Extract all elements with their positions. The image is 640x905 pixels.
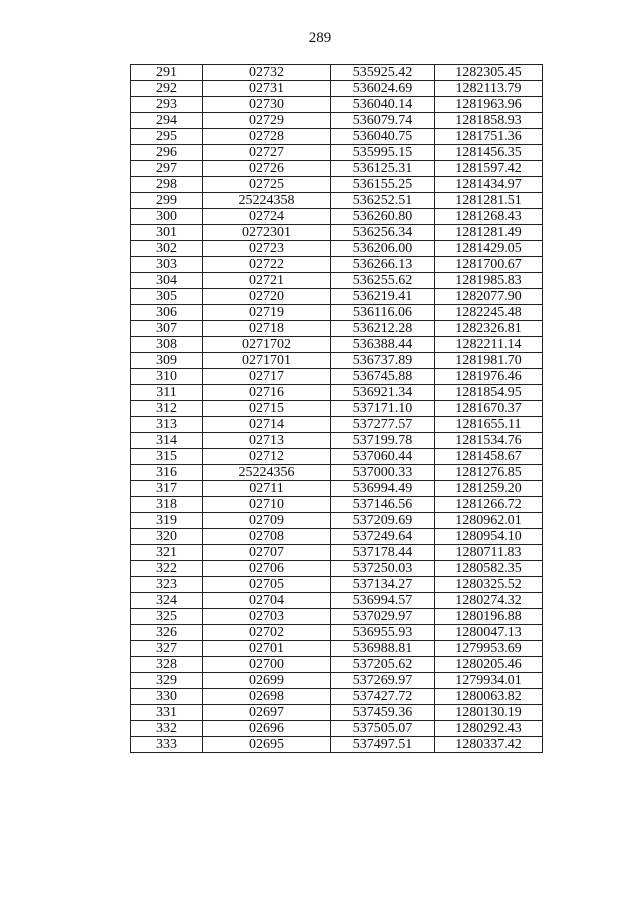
row-index-cell: 292: [131, 81, 203, 97]
point-id-cell: 02714: [203, 417, 331, 433]
point-id-cell: 02717: [203, 369, 331, 385]
row-index-cell: 291: [131, 65, 203, 81]
table-row: [131, 145, 543, 161]
point-id-cell: 0272301: [203, 225, 331, 241]
table-row: [131, 577, 543, 593]
y-coordinate-cell: 1281276.85: [435, 465, 543, 481]
x-coordinate-cell: 535995.15: [331, 145, 435, 161]
point-id-cell: 02707: [203, 545, 331, 561]
point-id-cell: 02697: [203, 705, 331, 721]
y-coordinate-cell: 1280325.52: [435, 577, 543, 593]
y-coordinate-cell: 1282305.45: [435, 65, 543, 81]
y-coordinate-cell: 1280047.13: [435, 625, 543, 641]
x-coordinate-cell: 537505.07: [331, 721, 435, 737]
point-id-cell: 02715: [203, 401, 331, 417]
point-id-cell: 02721: [203, 273, 331, 289]
x-coordinate-cell: 536155.25: [331, 177, 435, 193]
row-index-cell: 311: [131, 385, 203, 401]
y-coordinate-cell: 1281259.20: [435, 481, 543, 497]
y-coordinate-cell: 1280954.10: [435, 529, 543, 545]
table-row: [131, 545, 543, 561]
table-row: [131, 65, 543, 81]
point-id-cell: 02698: [203, 689, 331, 705]
x-coordinate-cell: 537497.51: [331, 737, 435, 753]
row-index-cell: 301: [131, 225, 203, 241]
x-coordinate-cell: 536024.69: [331, 81, 435, 97]
row-index-cell: 320: [131, 529, 203, 545]
table-row: [131, 113, 543, 129]
x-coordinate-cell: 535925.42: [331, 65, 435, 81]
table-row: [131, 657, 543, 673]
table-row: [131, 81, 543, 97]
x-coordinate-cell: 536266.13: [331, 257, 435, 273]
y-coordinate-cell: 1282211.14: [435, 337, 543, 353]
x-coordinate-cell: 536256.34: [331, 225, 435, 241]
row-index-cell: 313: [131, 417, 203, 433]
table-row: [131, 497, 543, 513]
point-id-cell: 02712: [203, 449, 331, 465]
x-coordinate-cell: 536079.74: [331, 113, 435, 129]
y-coordinate-cell: 1281976.46: [435, 369, 543, 385]
point-id-cell: 02726: [203, 161, 331, 177]
row-index-cell: 332: [131, 721, 203, 737]
page-number: 289: [308, 30, 332, 46]
row-index-cell: 304: [131, 273, 203, 289]
y-coordinate-cell: 1281854.95: [435, 385, 543, 401]
x-coordinate-cell: 537277.57: [331, 417, 435, 433]
table-row: [131, 337, 543, 353]
table-row: [131, 417, 543, 433]
y-coordinate-cell: 1281700.67: [435, 257, 543, 273]
y-coordinate-cell: 1280130.19: [435, 705, 543, 721]
y-coordinate-cell: 1281670.37: [435, 401, 543, 417]
row-index-cell: 312: [131, 401, 203, 417]
x-coordinate-cell: 536040.75: [331, 129, 435, 145]
table-row: [131, 193, 543, 209]
table-row: [131, 673, 543, 689]
point-id-cell: 02709: [203, 513, 331, 529]
table-row: [131, 449, 543, 465]
table-row: [131, 689, 543, 705]
point-id-cell: 02710: [203, 497, 331, 513]
row-index-cell: 316: [131, 465, 203, 481]
x-coordinate-cell: 536255.62: [331, 273, 435, 289]
x-coordinate-cell: 537427.72: [331, 689, 435, 705]
y-coordinate-cell: 1280274.32: [435, 593, 543, 609]
y-coordinate-cell: 1281266.72: [435, 497, 543, 513]
table-row: [131, 353, 543, 369]
x-coordinate-cell: 537171.10: [331, 401, 435, 417]
x-coordinate-cell: 536040.14: [331, 97, 435, 113]
y-coordinate-cell: 1281963.96: [435, 97, 543, 113]
y-coordinate-cell: 1280292.43: [435, 721, 543, 737]
row-index-cell: 293: [131, 97, 203, 113]
point-id-cell: 02705: [203, 577, 331, 593]
y-coordinate-cell: 1281281.49: [435, 225, 543, 241]
row-index-cell: 328: [131, 657, 203, 673]
y-coordinate-cell: 1281429.05: [435, 241, 543, 257]
x-coordinate-cell: 536994.49: [331, 481, 435, 497]
point-id-cell: 02718: [203, 321, 331, 337]
row-index-cell: 322: [131, 561, 203, 577]
x-coordinate-cell: 536955.93: [331, 625, 435, 641]
row-index-cell: 333: [131, 737, 203, 753]
point-id-cell: 02706: [203, 561, 331, 577]
x-coordinate-cell: 537250.03: [331, 561, 435, 577]
table-row: [131, 529, 543, 545]
point-id-cell: 02729: [203, 113, 331, 129]
x-coordinate-cell: 536921.34: [331, 385, 435, 401]
y-coordinate-cell: 1281434.97: [435, 177, 543, 193]
point-id-cell: 25224358: [203, 193, 331, 209]
row-index-cell: 330: [131, 689, 203, 705]
y-coordinate-cell: 1281985.83: [435, 273, 543, 289]
table-row: [131, 321, 543, 337]
x-coordinate-cell: 537029.97: [331, 609, 435, 625]
point-id-cell: 02731: [203, 81, 331, 97]
row-index-cell: 327: [131, 641, 203, 657]
row-index-cell: 295: [131, 129, 203, 145]
row-index-cell: 324: [131, 593, 203, 609]
y-coordinate-cell: 1280196.88: [435, 609, 543, 625]
table-row: [131, 593, 543, 609]
y-coordinate-cell: 1281281.51: [435, 193, 543, 209]
table-row: [131, 433, 543, 449]
point-id-cell: 0271701: [203, 353, 331, 369]
table-row: [131, 481, 543, 497]
table-row: [131, 401, 543, 417]
table-row: [131, 177, 543, 193]
y-coordinate-cell: 1280063.82: [435, 689, 543, 705]
point-id-cell: 02722: [203, 257, 331, 273]
x-coordinate-cell: 536988.81: [331, 641, 435, 657]
point-id-cell: 02720: [203, 289, 331, 305]
row-index-cell: 298: [131, 177, 203, 193]
table-row: [131, 369, 543, 385]
y-coordinate-cell: 1280205.46: [435, 657, 543, 673]
point-id-cell: 02700: [203, 657, 331, 673]
point-id-cell: 02723: [203, 241, 331, 257]
x-coordinate-cell: 537459.36: [331, 705, 435, 721]
table-row: [131, 561, 543, 577]
point-id-cell: 02696: [203, 721, 331, 737]
x-coordinate-cell: 537146.56: [331, 497, 435, 513]
table-row: [131, 641, 543, 657]
x-coordinate-cell: 536994.57: [331, 593, 435, 609]
table-row: [131, 97, 543, 113]
point-id-cell: 02719: [203, 305, 331, 321]
x-coordinate-cell: 536745.88: [331, 369, 435, 385]
row-index-cell: 310: [131, 369, 203, 385]
row-index-cell: 309: [131, 353, 203, 369]
x-coordinate-cell: 537000.33: [331, 465, 435, 481]
x-coordinate-cell: 536212.28: [331, 321, 435, 337]
x-coordinate-cell: 536116.06: [331, 305, 435, 321]
y-coordinate-cell: 1280962.01: [435, 513, 543, 529]
table-row: [131, 129, 543, 145]
row-index-cell: 323: [131, 577, 203, 593]
table-row: [131, 305, 543, 321]
x-coordinate-cell: 536388.44: [331, 337, 435, 353]
point-id-cell: 02695: [203, 737, 331, 753]
point-id-cell: 02708: [203, 529, 331, 545]
row-index-cell: 299: [131, 193, 203, 209]
x-coordinate-cell: 536206.00: [331, 241, 435, 257]
point-id-cell: 02703: [203, 609, 331, 625]
y-coordinate-cell: 1279953.69: [435, 641, 543, 657]
x-coordinate-cell: 536219.41: [331, 289, 435, 305]
point-id-cell: 02701: [203, 641, 331, 657]
point-id-cell: 02728: [203, 129, 331, 145]
row-index-cell: 325: [131, 609, 203, 625]
y-coordinate-cell: 1281751.36: [435, 129, 543, 145]
x-coordinate-cell: 536125.31: [331, 161, 435, 177]
table-row: [131, 273, 543, 289]
point-id-cell: 02725: [203, 177, 331, 193]
x-coordinate-cell: 537249.64: [331, 529, 435, 545]
y-coordinate-cell: 1281858.93: [435, 113, 543, 129]
x-coordinate-cell: 537199.78: [331, 433, 435, 449]
point-id-cell: 02704: [203, 593, 331, 609]
y-coordinate-cell: 1280582.35: [435, 561, 543, 577]
point-id-cell: 0271702: [203, 337, 331, 353]
point-id-cell: 02716: [203, 385, 331, 401]
point-id-cell: 02711: [203, 481, 331, 497]
y-coordinate-cell: 1281456.35: [435, 145, 543, 161]
point-id-cell: 25224356: [203, 465, 331, 481]
x-coordinate-cell: 537269.97: [331, 673, 435, 689]
row-index-cell: 305: [131, 289, 203, 305]
row-index-cell: 318: [131, 497, 203, 513]
table-row: [131, 385, 543, 401]
point-id-cell: 02702: [203, 625, 331, 641]
y-coordinate-cell: 1281534.76: [435, 433, 543, 449]
point-id-cell: 02724: [203, 209, 331, 225]
row-index-cell: 314: [131, 433, 203, 449]
x-coordinate-cell: 536260.80: [331, 209, 435, 225]
x-coordinate-cell: 537209.69: [331, 513, 435, 529]
y-coordinate-cell: 1280337.42: [435, 737, 543, 753]
y-coordinate-cell: 1281458.67: [435, 449, 543, 465]
table-row: [131, 241, 543, 257]
row-index-cell: 321: [131, 545, 203, 561]
point-id-cell: 02732: [203, 65, 331, 81]
row-index-cell: 307: [131, 321, 203, 337]
y-coordinate-cell: 1280711.83: [435, 545, 543, 561]
row-index-cell: 329: [131, 673, 203, 689]
table-row: [131, 465, 543, 481]
point-id-cell: 02727: [203, 145, 331, 161]
table-body: [131, 65, 543, 753]
row-index-cell: 306: [131, 305, 203, 321]
point-id-cell: 02713: [203, 433, 331, 449]
table-row: [131, 513, 543, 529]
table-row: [131, 721, 543, 737]
x-coordinate-cell: 536252.51: [331, 193, 435, 209]
table-row: [131, 625, 543, 641]
table-row: [131, 161, 543, 177]
row-index-cell: 315: [131, 449, 203, 465]
table-row: [131, 289, 543, 305]
row-index-cell: 317: [131, 481, 203, 497]
x-coordinate-cell: 536737.89: [331, 353, 435, 369]
point-id-cell: 02699: [203, 673, 331, 689]
table-row: [131, 225, 543, 241]
table-row: [131, 257, 543, 273]
y-coordinate-cell: 1281597.42: [435, 161, 543, 177]
row-index-cell: 294: [131, 113, 203, 129]
row-index-cell: 297: [131, 161, 203, 177]
coordinates-table: [130, 64, 543, 753]
y-coordinate-cell: 1281268.43: [435, 209, 543, 225]
x-coordinate-cell: 537060.44: [331, 449, 435, 465]
row-index-cell: 326: [131, 625, 203, 641]
y-coordinate-cell: 1282326.81: [435, 321, 543, 337]
y-coordinate-cell: 1281981.70: [435, 353, 543, 369]
row-index-cell: 319: [131, 513, 203, 529]
row-index-cell: 302: [131, 241, 203, 257]
y-coordinate-cell: 1282077.90: [435, 289, 543, 305]
row-index-cell: 331: [131, 705, 203, 721]
y-coordinate-cell: 1279934.01: [435, 673, 543, 689]
table-row: [131, 209, 543, 225]
x-coordinate-cell: 537205.62: [331, 657, 435, 673]
point-id-cell: 02730: [203, 97, 331, 113]
row-index-cell: 296: [131, 145, 203, 161]
y-coordinate-cell: 1282113.79: [435, 81, 543, 97]
row-index-cell: 308: [131, 337, 203, 353]
y-coordinate-cell: 1282245.48: [435, 305, 543, 321]
y-coordinate-cell: 1281655.11: [435, 417, 543, 433]
row-index-cell: 300: [131, 209, 203, 225]
x-coordinate-cell: 537178.44: [331, 545, 435, 561]
table-row: [131, 737, 543, 753]
x-coordinate-cell: 537134.27: [331, 577, 435, 593]
row-index-cell: 303: [131, 257, 203, 273]
table-row: [131, 609, 543, 625]
table-row: [131, 705, 543, 721]
